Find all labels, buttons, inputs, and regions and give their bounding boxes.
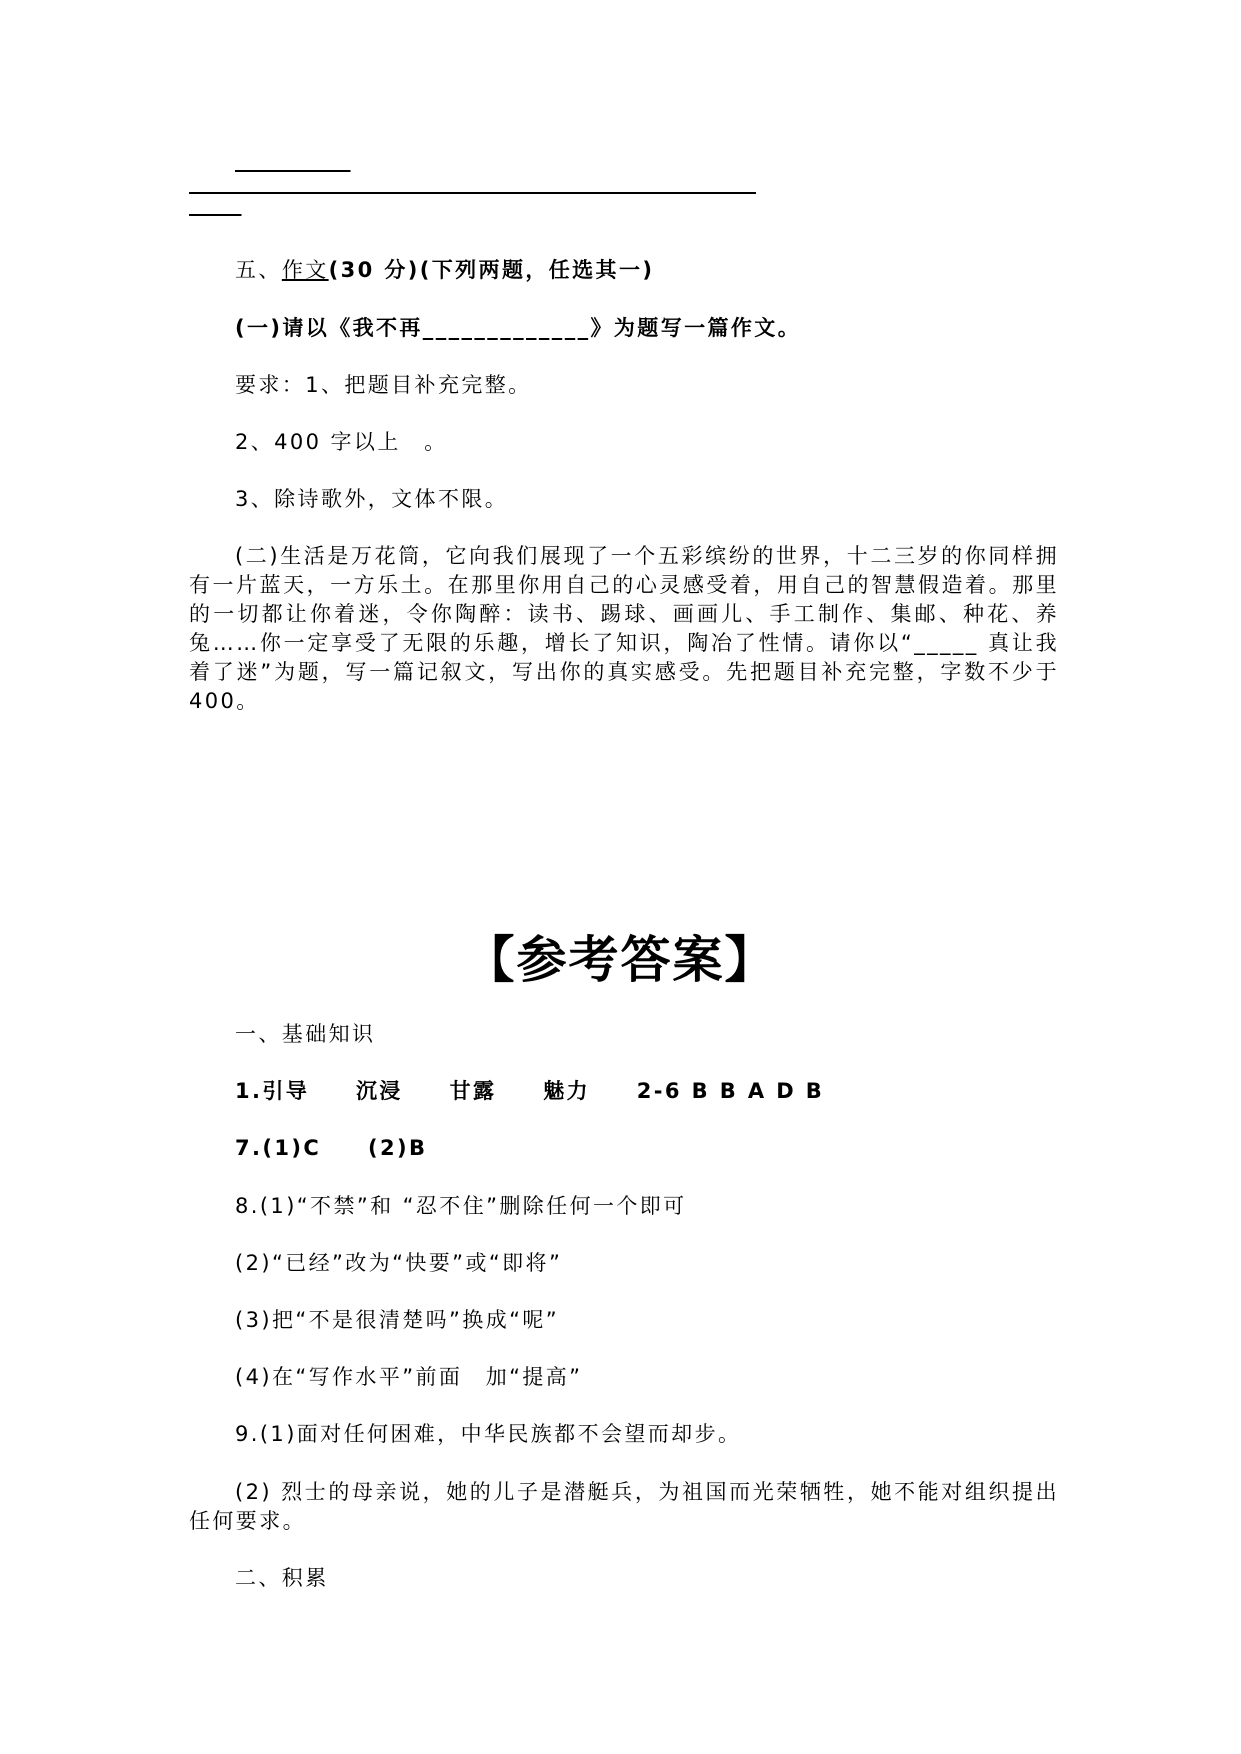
answers-part1-title: 一、基础知识 [235, 1022, 376, 1046]
essay-requirement-3: 3、除诗歌外，文体不限。 [235, 487, 509, 511]
answers-heading: 【参考答案】 [464, 930, 777, 989]
answer-q8-4: (4)在“写作水平”前面 加“提高” [235, 1365, 583, 1389]
answers-part2-title: 二、积累 [235, 1566, 329, 1590]
essay-topic-1: (一)请以《我不再_____________》为题写一篇作文。 [235, 316, 802, 340]
section5-heading [235, 256, 654, 285]
answer-q9-2: (2) 烈士的母亲说，她的儿子是潜艇兵，为祖国而光荣牺牲，她不能对组织提出任何要求。 [189, 1480, 1059, 1533]
essay-topic-2: (二)生活是万花筒，它向我们展现了一个五彩缤纷的世界，十二三岁的你同样拥有一片蓝天，一方乐土。在那里你用自己的心灵感受着，用自己的智慧假造着。那里的一切都让你着迷，令你陶醉：读书、踢球、画画儿、手工制作、集邮、种花、养兔……你一定享受了无限的乐趣，增长了知识，陶冶了性情。请你以“_____ 真让我着了迷”为题，写一篇记叙文，写出你的真实感受。先把题目补充完整，字数不少于 400。 [189, 544, 1059, 713]
answer-q8-3: (3)把“不是很清楚吗”换成“呢” [235, 1308, 560, 1332]
blank-line-3: _____ [189, 192, 242, 216]
blank-line-1: ___________ [235, 148, 351, 172]
blank-line-2: ______________________________________________________ [189, 170, 756, 194]
answer-q9-1: 9.(1)面对任何困难，中华民族都不会望而却步。 [235, 1422, 742, 1446]
essay-requirement-2: 2、400 字以上 。 [235, 430, 448, 454]
answer-q7: 7.(1)C (2)B [235, 1136, 428, 1160]
answer-q8-1: 8.(1)“不禁”和 “忍不住”删除任何一个即可 [235, 1194, 687, 1218]
section5-title-rest: (30 分)(下列两题，任选其一) [328, 258, 655, 282]
essay-requirement-1: 要求：1、把题目补充完整。 [235, 373, 532, 397]
answer-q1: 1.引导 沉浸 甘露 魅力 2-6 B B A D B [235, 1079, 825, 1103]
section5-title-underlined: 作文 [281, 258, 329, 282]
section5-prefix: 五、 [235, 258, 282, 282]
answer-q8-2: (2)“已经”改为“快要”或“即将” [235, 1251, 563, 1275]
